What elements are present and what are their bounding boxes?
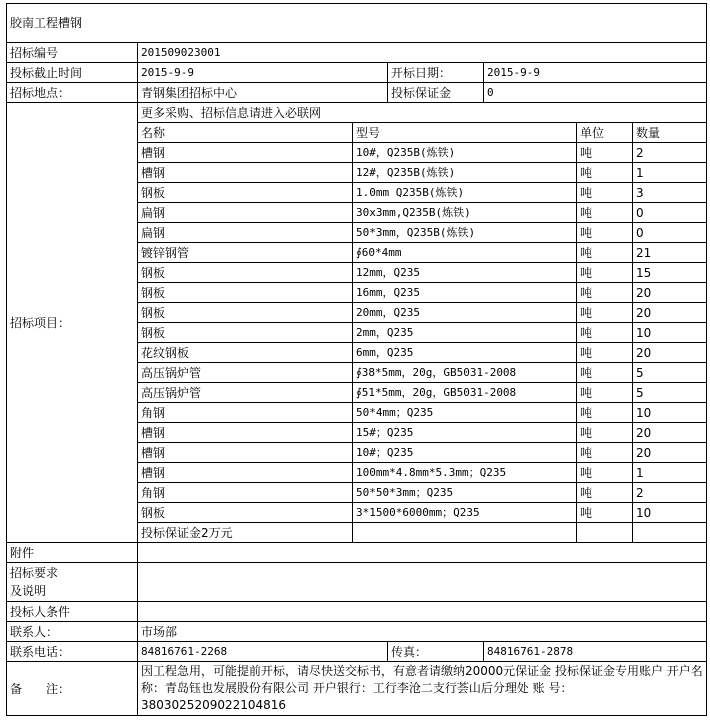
open-date-label: 开标日期： xyxy=(388,63,484,83)
item-name: 高压锅炉管 xyxy=(138,383,353,403)
item-model: 15#；Q235 xyxy=(353,423,577,443)
table-row xyxy=(138,443,707,463)
item-name: 钢板 xyxy=(138,183,353,203)
item-model: 3*1500*6000mm；Q235 xyxy=(353,503,577,523)
item-unit: 吨 xyxy=(577,183,633,203)
item-unit: 吨 xyxy=(577,343,633,363)
item-model: ∮60*4mm xyxy=(353,243,577,263)
item-qty: 15 xyxy=(633,263,707,283)
item-unit: 吨 xyxy=(577,503,633,523)
page-title: 胶南工程槽钢 xyxy=(7,4,707,43)
item-name: 镀锌钢管 xyxy=(138,243,353,263)
item-unit: 吨 xyxy=(577,163,633,183)
fax-value: 84816761-2878 xyxy=(484,642,707,662)
item-name: 槽钢 xyxy=(138,423,353,443)
item-unit: 吨 xyxy=(577,303,633,323)
project-footer-note: 投标保证金2万元 xyxy=(138,523,353,543)
notes-label: 备 注： xyxy=(7,662,138,716)
item-model: 30x3mm,Q235B(炼铁) xyxy=(353,203,577,223)
item-unit: 吨 xyxy=(577,383,633,403)
item-qty: 20 xyxy=(633,443,707,463)
bid-table xyxy=(6,3,707,716)
project-table xyxy=(138,103,707,543)
item-unit: 吨 xyxy=(577,463,633,483)
item-model: 50*3mm，Q235B(炼铁) xyxy=(353,223,577,243)
col-header-model: 型号 xyxy=(353,123,577,143)
item-qty: 20 xyxy=(633,303,707,323)
project-label: 招标项目： xyxy=(7,103,138,543)
attachment-label: 附件 xyxy=(7,543,138,563)
bid-no-label: 招标编号 xyxy=(7,43,138,63)
table-row xyxy=(138,163,707,183)
item-unit: 吨 xyxy=(577,283,633,303)
item-qty: 10 xyxy=(633,403,707,423)
col-header-qty: 数量 xyxy=(633,123,707,143)
table-row xyxy=(138,503,707,523)
item-unit: 吨 xyxy=(577,423,633,443)
item-unit: 吨 xyxy=(577,323,633,343)
item-unit: 吨 xyxy=(577,443,633,463)
requirements-label: 招标要求 及说明 xyxy=(7,563,138,602)
item-qty: 2 xyxy=(633,143,707,163)
item-qty: 5 xyxy=(633,363,707,383)
item-model: 16mm，Q235 xyxy=(353,283,577,303)
item-model: 50*4mm；Q235 xyxy=(353,403,577,423)
item-unit: 吨 xyxy=(577,403,633,423)
item-qty: 0 xyxy=(633,203,707,223)
item-model: 12mm，Q235 xyxy=(353,263,577,283)
item-name: 扁钢 xyxy=(138,203,353,223)
item-name: 槽钢 xyxy=(138,163,353,183)
item-unit: 吨 xyxy=(577,263,633,283)
item-unit: 吨 xyxy=(577,203,633,223)
col-header-unit: 单位 xyxy=(577,123,633,143)
requirements-value xyxy=(138,563,707,602)
item-name: 扁钢 xyxy=(138,223,353,243)
item-name: 角钢 xyxy=(138,483,353,503)
item-unit: 吨 xyxy=(577,483,633,503)
deadline-label: 投标截止时间 xyxy=(7,63,138,83)
table-row xyxy=(138,463,707,483)
item-model: 50*50*3mm；Q235 xyxy=(353,483,577,503)
item-qty: 1 xyxy=(633,163,707,183)
item-qty: 5 xyxy=(633,383,707,403)
table-row xyxy=(138,223,707,243)
attachment-value xyxy=(138,543,707,563)
deposit-label: 投标保证金 xyxy=(388,83,484,103)
deposit-value: 0 xyxy=(484,83,707,103)
table-row xyxy=(138,423,707,443)
item-model: 2mm，Q235 xyxy=(353,323,577,343)
item-name: 花纹钢板 xyxy=(138,343,353,363)
item-unit: 吨 xyxy=(577,223,633,243)
item-name: 槽钢 xyxy=(138,143,353,163)
item-name: 角钢 xyxy=(138,403,353,423)
notes-value: 因工程急用，可能提前开标，请尽快送交标书，有意者请缴纳20000元保证金 投标保证金专用账户 开户名称：青岛钰也发展股份有限公司 开户银行：工行李沧二支行荟山后分理处 账 号：3803025209022104816 xyxy=(138,662,707,716)
item-model: ∮38*5mm，20g，GB5031-2008 xyxy=(353,363,577,383)
item-model: ∮51*5mm，20g，GB5031-2008 xyxy=(353,383,577,403)
item-qty: 21 xyxy=(633,243,707,263)
item-qty: 10 xyxy=(633,503,707,523)
item-name: 槽钢 xyxy=(138,443,353,463)
item-qty: 10 xyxy=(633,323,707,343)
contact-value: 市场部 xyxy=(138,622,707,642)
project-cell xyxy=(138,103,707,543)
table-row xyxy=(138,483,707,503)
item-name: 槽钢 xyxy=(138,463,353,483)
item-qty: 1 xyxy=(633,463,707,483)
table-row xyxy=(138,283,707,303)
contact-label: 联系人： xyxy=(7,622,138,642)
item-unit: 吨 xyxy=(577,363,633,383)
table-row xyxy=(138,263,707,283)
item-name: 钢板 xyxy=(138,503,353,523)
deadline-value: 2015-9-9 xyxy=(138,63,388,83)
item-name: 钢板 xyxy=(138,323,353,343)
table-row xyxy=(138,323,707,343)
item-model: 1.0mm Q235B(炼铁) xyxy=(353,183,577,203)
table-row xyxy=(138,243,707,263)
project-column-headers xyxy=(138,123,707,143)
item-model: 100mm*4.8mm*5.3mm；Q235 xyxy=(353,463,577,483)
table-row xyxy=(138,403,707,423)
project-header-note: 更多采购、招标信息请进入必联网 xyxy=(138,103,707,123)
table-row xyxy=(138,203,707,223)
item-model: 10#，Q235B(炼铁) xyxy=(353,143,577,163)
table-row xyxy=(138,143,707,163)
table-row xyxy=(138,363,707,383)
item-name: 钢板 xyxy=(138,283,353,303)
fax-label: 传真： xyxy=(388,642,484,662)
item-qty: 20 xyxy=(633,423,707,443)
col-header-name: 名称 xyxy=(138,123,353,143)
item-qty: 3 xyxy=(633,183,707,203)
open-date-value: 2015-9-9 xyxy=(484,63,707,83)
item-model: 6mm，Q235 xyxy=(353,343,577,363)
item-qty: 20 xyxy=(633,283,707,303)
item-name: 钢板 xyxy=(138,263,353,283)
item-name: 高压锅炉管 xyxy=(138,363,353,383)
project-rows xyxy=(138,143,707,523)
item-unit: 吨 xyxy=(577,243,633,263)
item-name: 钢板 xyxy=(138,303,353,323)
item-model: 10#；Q235 xyxy=(353,443,577,463)
table-row xyxy=(138,303,707,323)
item-model: 20mm，Q235 xyxy=(353,303,577,323)
item-model: 12#，Q235B(炼铁) xyxy=(353,163,577,183)
bid-document xyxy=(6,3,706,716)
table-row xyxy=(138,183,707,203)
table-row xyxy=(138,383,707,403)
phone-value: 84816761-2268 xyxy=(138,642,388,662)
location-value: 青钢集团招标中心 xyxy=(138,83,388,103)
item-qty: 0 xyxy=(633,223,707,243)
item-qty: 2 xyxy=(633,483,707,503)
item-qty: 20 xyxy=(633,343,707,363)
phone-label: 联系电话： xyxy=(7,642,138,662)
location-label: 招标地点： xyxy=(7,83,138,103)
bidder-conditions-label: 投标人条件 xyxy=(7,602,138,622)
bidder-conditions-value xyxy=(138,602,707,622)
table-row xyxy=(138,343,707,363)
item-unit: 吨 xyxy=(577,143,633,163)
bid-no-value: 201509023001 xyxy=(138,43,707,63)
